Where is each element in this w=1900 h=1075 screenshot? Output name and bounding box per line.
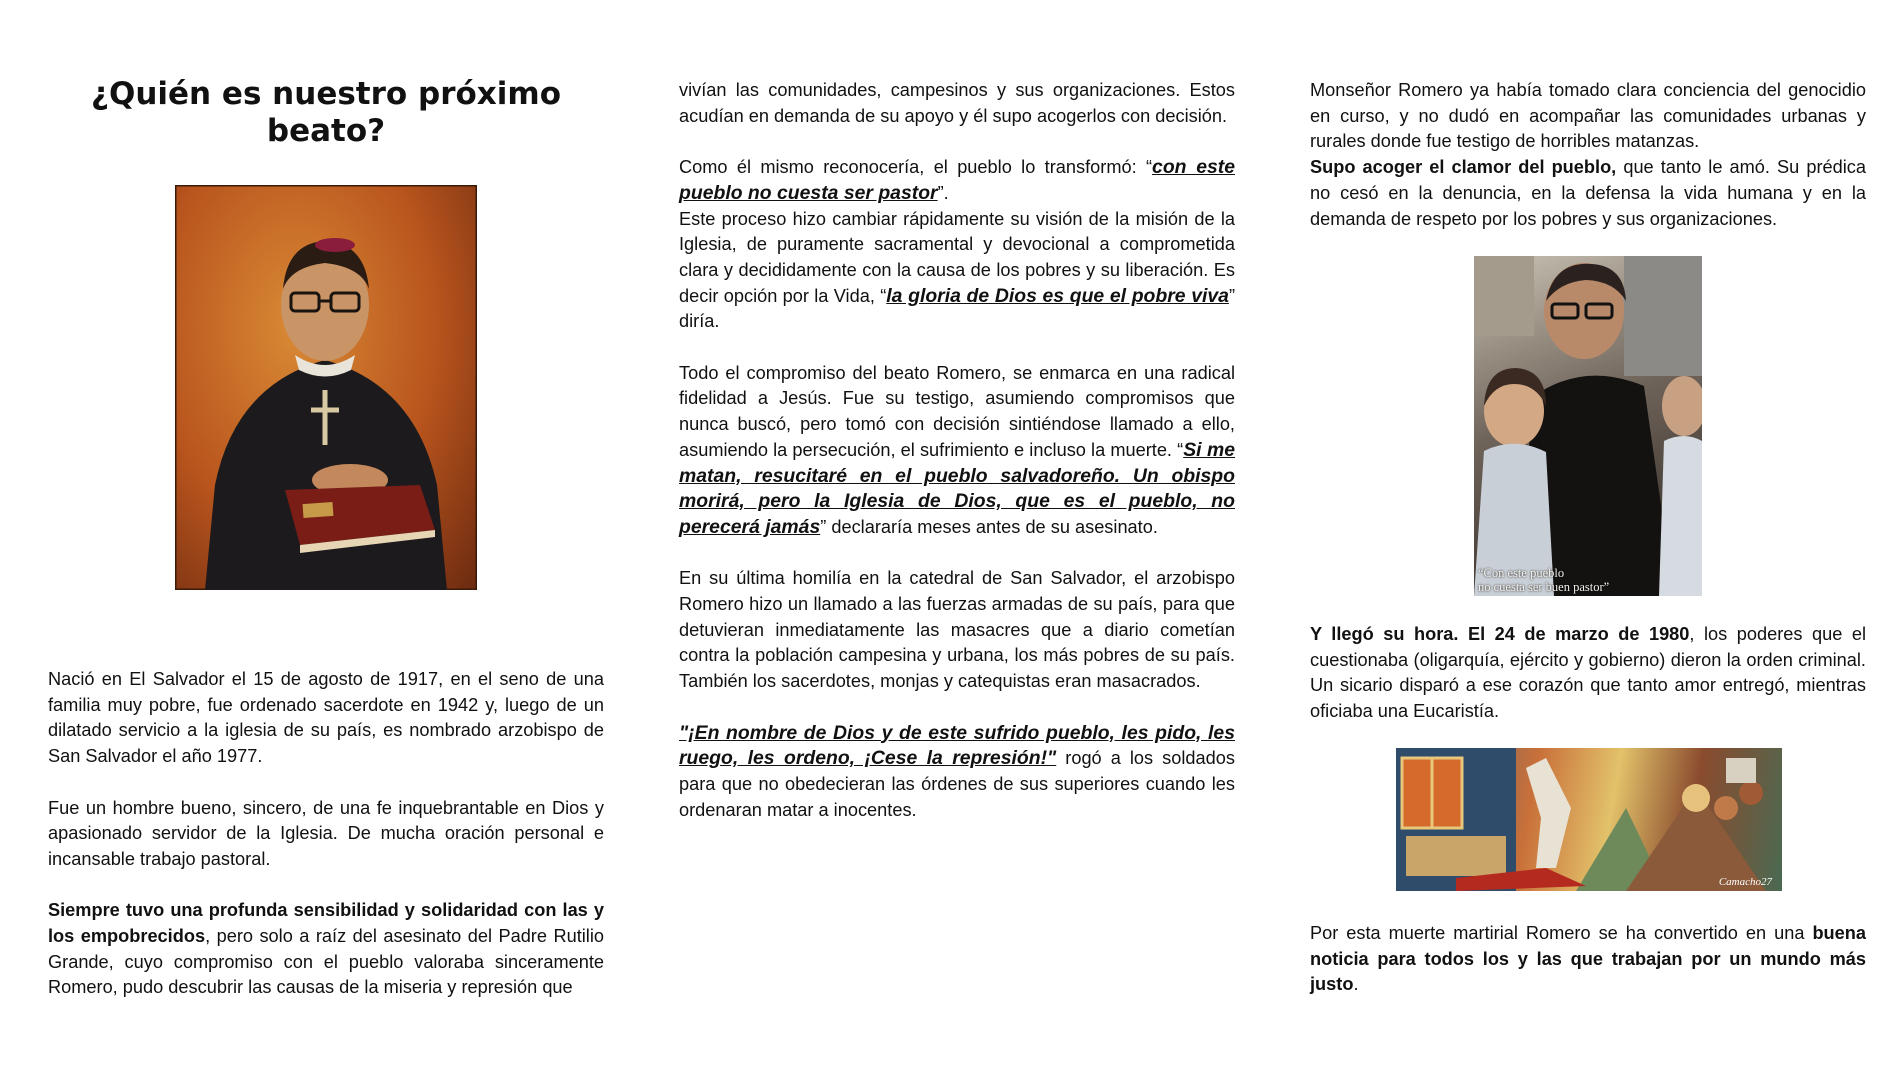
bold-phrase: Supo acoger el clamor del pueblo, [1310,157,1617,178]
paragraph-text: , pero solo a raíz del asesinato del Padre Rutilio Grande, cuyo compromiso con el pueblo valoraba sinceramente Romero, pudo descubrir las causas de la miseria y represión que [48,926,604,998]
paragraph-text: rogó a los soldados para que no obedecieran las órdenes de sus superiores cuando les ordenaran matar a inocentes. [679,748,1235,820]
bold-phrase: Y llegó su hora. El 24 de marzo de 1980 [1310,624,1690,644]
mural-illustration [1396,748,1782,891]
quote-repression: "¡En nombre de Dios y de este sufrido pueblo, les pido, les ruego, les ordeno, ¡Cese la represión!" [679,721,1235,770]
quote-gloria: la gloria de Dios es que el pobre viva [886,284,1229,307]
martyrdom-mural-image [1396,748,1782,891]
paragraph-good-news [1310,921,1866,998]
mural-signature: Camacho27 [1718,876,1772,888]
caption-line: “Con este pueblo [1478,566,1565,580]
photo-illustration [1474,256,1702,596]
bold-phrase: buena noticia para todos los y las que trabajan por un mundo más justo [1310,923,1866,995]
paragraph-hour [1310,622,1866,725]
paragraph-plea [679,721,1235,824]
column-3-lower [1310,622,1866,725]
paragraph-clamor [1310,155,1866,232]
paragraph-text: ” diría. [679,285,1236,332]
paragraph-birth: Nació en El Salvador el 15 de agosto de 1917, en el seno de una familia muy pobre, fue ordenado sacerdote en 1942 y, luego de un dilatado servicio a la iglesia de su país, es nombrado arzobispo de San Salvador el año 1977. [48,669,604,767]
paragraph-text: Por esta muerte martirial Romero se ha convertido en una [1310,923,1813,943]
paragraph-character: Fue un hombre bueno, sincero, de una fe inquebrantable en Dios y apasionado servidor de la Iglesia. De mucha oración personal e incansable trabajo pastoral. [48,797,604,869]
romero-with-child-photo [1474,256,1702,596]
paragraph-text: . [1353,974,1359,995]
column-2 [679,78,1235,823]
paragraph-text: que tanto le amó. Su prédica no cesó en la denuncia, en la defensa la vida humana y en la demanda de respeto por los pobres y sus organizaciones. [1310,157,1866,229]
paragraph-transformation [679,155,1235,206]
paragraph-text: ”. [937,182,949,203]
paragraph-communities: vivían las comunidades, campesinos y sus organizaciones. Estos acudían en demanda de su apoyo y él supo acogerlos con decisión. [679,80,1235,126]
quote-resurrection: Si me matan, resucitaré en el pueblo salvadoreño. Un obispo morirá, pero la Iglesia de Dios, que es el pueblo, no perecerá jamás [679,438,1236,538]
paragraph-text: ” declararía meses antes de su asesinato. [820,516,1158,537]
column-1 [48,667,604,1001]
paragraph-text: Como él mismo reconocería, el pueblo lo transformó: “ [679,157,1153,178]
page-title: ¿Quién es nuestro próximo beato? [91,76,561,149]
paragraph-homily: En su última homilía en la catedral de San Salvador, el arzobispo Romero hizo un llamado a las fuerzas armadas de su país, para que detuvieran inmediatamente las masacres que a diario cometían contra la población campesina y urbana, los más pobres de su país. También los sacerdotes, monjas y catequistas eran masacrados. [679,568,1235,692]
portrait-illustration [175,185,477,590]
paragraph-text: Todo el compromiso del beato Romero, se enmarca en una radical fidelidad a Jesús. Fue su testigo, asumiendo compromisos que nunca buscó, pero tomó con decisión sintiéndose llamado a ello, asumiendo la persecución, el sufrimiento e incluso la muerte. “ [679,362,1235,460]
column-3 [1310,78,1866,232]
paragraph-sensitivity [48,898,604,1001]
paragraph-awareness: Monseñor Romero ya había tomado clara conciencia del genocidio en curso, y no dudó en acompañar las comunidades urbanas y rurales donde fue testigo de horribles matanzas. [1310,80,1866,152]
paragraph-text: Este proceso hizo cambiar rápidamente su visión de la misión de la Iglesia, de puramente sacramental y devocional a comprometida clara y decididamente con la causa de los pobres y su liberación. Es decir opción por la Vida, “ [679,208,1235,306]
paragraph-text: , los poderes que el cuestionaba (oligarquía, ejército y gobierno) dieron la orden criminal. Un sicario disparó a ese corazón que tanto amor entregó, mientras oficiaba una Eucaristía. [1310,624,1866,722]
quote-pastor: con este pueblo no cuesta ser pastor [679,156,1236,204]
romero-portrait-image [175,185,477,590]
photo-caption [1478,566,1609,594]
caption-line: no cuesta ser buen pastor” [1478,580,1610,594]
column-3-final [1310,921,1866,998]
paragraph-vision [679,207,1235,336]
paragraph-commitment [679,361,1235,541]
bold-phrase: Siempre tuvo una profunda sensibilidad y solidaridad con las y los empobrecidos [48,900,604,946]
